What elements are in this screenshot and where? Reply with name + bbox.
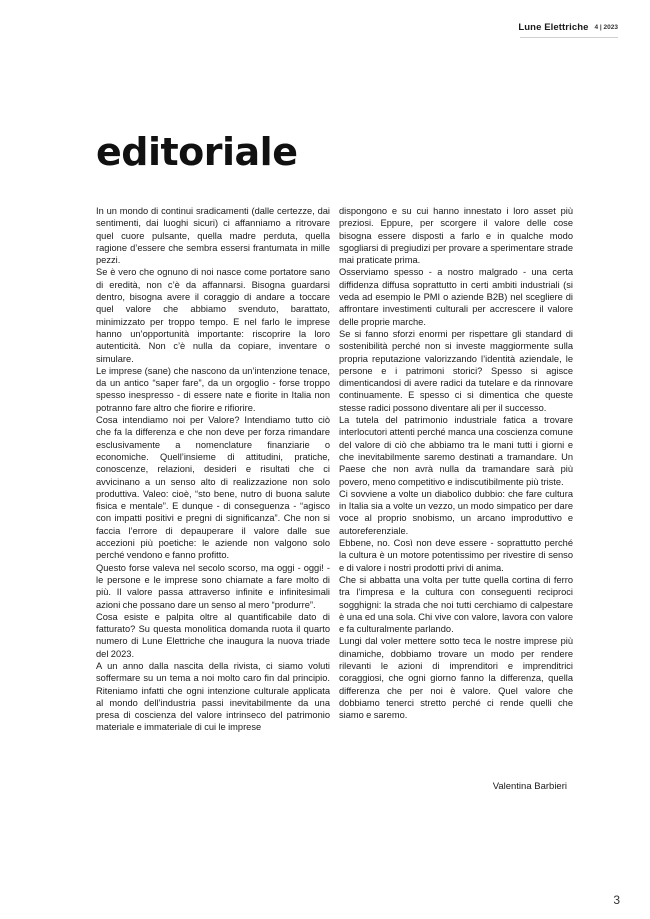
paragraph: A un anno dalla nascita della rivista, ci siamo voluti soffermare su un tema a noi molto caro fin dal principio. Riteniamo infatti che ogni intenzione culturale applicata al mondo dell’industria passi inevitabilmente da una presa di coscienza del valore intrinseco del patrimonio materiale e immateriale di cui le imprese (96, 660, 330, 733)
paragraph: Ebbene, no. Così non deve essere - soprattutto perché la cultura è un motore potentissimo per rivestire di senso e di valore i nostri prodotti privi di anima. (339, 538, 573, 573)
magazine-name: Lune Elettriche (518, 22, 589, 33)
paragraph: Ci sovviene a volte un diabolico dubbio: che fare cultura in Italia sia a volte un vezzo, un modo simpatico per dare voce al proprio snobismo, un arcano improduttivo e autoreferenziale. (339, 488, 573, 536)
paragraph: Lungi dal voler mettere sotto teca le nostre imprese più dinamiche, dobbiamo trovare un modo per rendere rilevanti le azioni di imprenditori e imprenditrici coraggiosi, che ogni giorno fanno la differenza, quella differenza che per noi è valore. Quel valore che dobbiamo tenerci stretto perché ci rende quelli che siamo e saremo. (339, 636, 573, 721)
author-signature: Valentina Barbieri (492, 781, 567, 792)
paragraph: Osserviamo spesso - a nostro malgrado - una certa diffidenza diffusa soprattutto in certi ambiti industriali (si veda ad esempio le PMI o aziende B2B) nel scegliere di affrontare investimenti culturali per accrescere il valore delle proprie marche. (339, 267, 573, 327)
article-body (96, 205, 573, 734)
left-column (96, 205, 330, 734)
running-header (518, 22, 618, 33)
right-column (339, 205, 573, 734)
paragraph: La tutela del patrimonio industriale fatica a trovare interlocutori attenti perché manca una coscienza comune del valore di ciò che abbiamo tra le mani tutti i giorni e che inevitabilmente saremo destinati a tramandare. Un Paese che non avrà nulla da tramandare sarà più povero, meno competitivo e indiscutibilmente più triste. (339, 415, 573, 487)
paragraph: In un mondo di continui sradicamenti (dalle certezze, dai sentimenti, dai luoghi sicuri) ci affanniamo a ritrovare quel cuore pulsante, quella madre perduta, quella ragione d’essere che sembra essersi frantumata in mille pezzi. (96, 206, 330, 266)
paragraph: Se si fanno sforzi enormi per rispettare gli standard di sostenibilità perché non si investe maggiormente sulla propria reputazione valorizzando l’identità aziendale, le persone e i patrimoni storici? Spesso si agisce dimenticandosi di avere radici da tutelare e da rinnovare continuamente. E spesso ci si dimentica che queste stesse radici possono diventare ali per il successo. (339, 328, 573, 413)
paragraph: Se è vero che ognuno di noi nasce come portatore sano di eredità, non c’è da affannarsi. Bisogna guardarsi dentro, bisogna avere il coraggio di andare a toccare quel valore che abbiamo svenduto, barattato, minimizzato per troppo tempo. E nel farlo le imprese hanno un’opportunità importante: riscoprire la loro autenticità. Non c’è nulla da copiare, inventare o simulare. (96, 267, 330, 364)
paragraph: Questo forse valeva nel secolo scorso, ma oggi - oggi! - le persone e le imprese sono chiamate a fare molto di più. Il valore passa attraverso infinite e infinitesimali azioni che possano dare un senso al mero “produrre”. (96, 562, 330, 610)
paragraph: dispongono e su cui hanno innestato i loro asset più preziosi. Eppure, per scorgere il valore delle cose bisogna essere disposti a farlo e in qualche modo sgogliarsi di pregiudizi per provare a sperimentare strade mai praticate prima. (339, 206, 573, 266)
page-title: editoriale (96, 130, 298, 174)
page-number: 3 (613, 893, 620, 907)
paragraph: Che si abbatta una volta per tutte quella cortina di ferro tra l’impresa e la cultura con conseguenti reciproci sogghigni: la strada che noi tutti cerchiamo di calpestare è una ed una sola. Chi vive con valore, lavora con valore e fa culturalmente parlando. (339, 574, 573, 635)
paragraph: Cosa esiste e palpita oltre al quantificabile dato di fatturato? Su questa monolitica domanda ruota il quarto numero di Lune Elettriche che inaugura la nuova triade del 2023. (96, 611, 330, 659)
paragraph: Cosa intendiamo noi per Valore? Intendiamo tutto ciò che fa la differenza e che non deve per forza rimandare esclusivamente a nomenclature finanziarie o economiche. Quell’insieme di attitudini, pratiche, conoscenze, relazioni, desideri e risultati che ci avvicinano a un senso alto di realizzazione non solo produttiva. Valeo: cioè, “sto bene, nutro di buona salute fisica e mentale”. E dunque - di conseguenza - “agisco con impatti positivi e pregni di significanza”. Che non si faccia l’errore di depauperare il valore dalle sue accezioni più poetiche: le aziende non valgono solo perché vendono e fanno profitto. (96, 415, 330, 561)
issue-number: 4 | 2023 (594, 24, 618, 31)
paragraph: Le imprese (sane) che nascono da un’intenzione tenace, da un antico “saper fare”, da un orgoglio - forse troppo spesso inespresso - di essere nate e fiorite in Italia non potranno fare altro che fiorire e rifiorire. (96, 365, 330, 413)
header-rule (520, 37, 618, 38)
